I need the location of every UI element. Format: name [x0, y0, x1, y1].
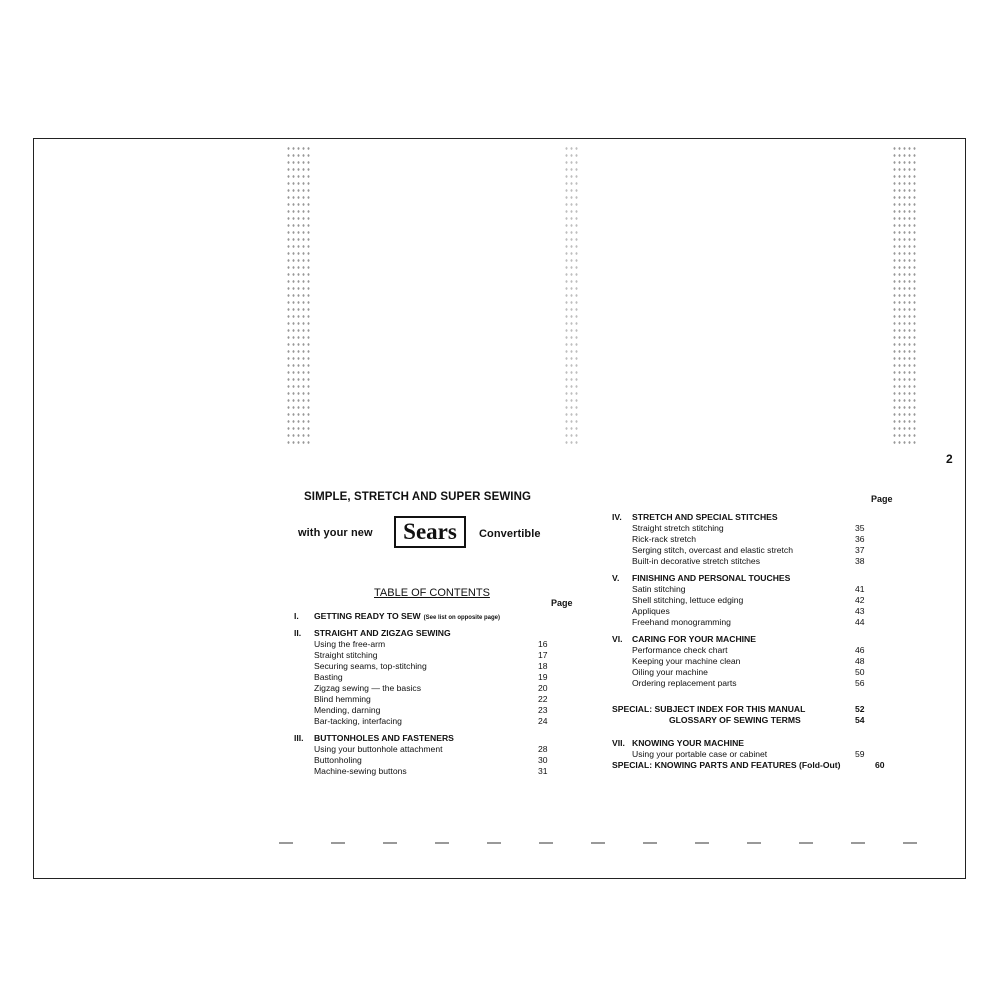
toc-item-label: Using the free-arm — [314, 639, 386, 649]
toc-item — [612, 617, 912, 628]
toc-item — [612, 556, 912, 567]
toc-item-label: Oiling your machine — [632, 667, 708, 677]
toc-item-page: 41 — [855, 584, 865, 594]
toc-item-label: Bar-tacking, interfacing — [314, 716, 402, 726]
toc-item-page: 17 — [538, 650, 548, 660]
toc-item — [294, 661, 584, 672]
toc-item — [612, 534, 912, 545]
toc-item — [612, 667, 912, 678]
toc-item-label: Rick-rack stretch — [632, 534, 696, 544]
scan-speckle — [286, 145, 310, 445]
scan-artifact-line — [279, 842, 919, 844]
toc-item — [612, 595, 912, 606]
toc-item-label: Built-in decorative stretch stitches — [632, 556, 761, 566]
toc-item — [612, 523, 912, 534]
manual-title: SIMPLE, STRETCH AND SUPER SEWING — [304, 491, 532, 503]
section-number: V. — [612, 573, 620, 583]
toc-item-label: Using your buttonhole attachment — [314, 744, 443, 754]
toc-item-page: 18 — [538, 661, 548, 671]
toc-section-heading — [294, 733, 584, 744]
toc-item — [612, 678, 912, 689]
left-page-header: Page — [551, 598, 573, 608]
toc-item-page: 48 — [855, 656, 865, 666]
with-your-new-text: with your new — [298, 527, 373, 539]
toc-item-page: 36 — [855, 534, 865, 544]
toc-item — [294, 744, 584, 755]
toc-item-page: 28 — [538, 744, 548, 754]
scan-speckle — [892, 145, 916, 445]
section-number: I. — [294, 611, 299, 621]
toc-item-page: 42 — [855, 595, 865, 605]
toc-item-label: Machine-sewing buttons — [314, 766, 407, 776]
section-title: KNOWING YOUR MACHINE — [632, 738, 745, 748]
toc-item-page: 50 — [855, 667, 865, 677]
toc-item — [294, 755, 584, 766]
toc-item-label: Securing seams, top-stitching — [314, 661, 427, 671]
toc-item-label: Blind hemming — [314, 694, 371, 704]
toc-item-label: Freehand monogramming — [632, 617, 731, 627]
special-label: SPECIAL: — [612, 704, 653, 714]
section-title: FINISHING AND PERSONAL TOUCHES — [632, 573, 791, 583]
section-number: III. — [294, 733, 304, 743]
toc-item-label: Straight stretch stitching — [632, 523, 724, 533]
page-number: 2 — [946, 452, 953, 466]
toc-item-page: 35 — [855, 523, 865, 533]
toc-item-label: Basting — [314, 672, 343, 682]
section-number: II. — [294, 628, 302, 638]
toc-item-page: 30 — [538, 755, 548, 765]
section-title: STRETCH AND SPECIAL STITCHES — [632, 512, 778, 522]
scan-speckle — [564, 145, 580, 445]
toc-section — [294, 628, 584, 727]
toc-item-label: Appliques — [632, 606, 670, 616]
toc-item-page: 46 — [855, 645, 865, 655]
toc-item-label: Shell stitching, lettuce edging — [632, 595, 744, 605]
toc-item-page: 37 — [855, 545, 865, 555]
toc-section — [612, 512, 912, 567]
section-title: STRAIGHT AND ZIGZAG SEWING — [314, 628, 451, 638]
toc-left-column — [294, 611, 584, 777]
special-parts-title: KNOWING PARTS AND FEATURES — [654, 760, 797, 770]
toc-section-heading — [612, 573, 912, 584]
toc-item-page: 59 — [855, 749, 865, 759]
section-title: GETTING READY TO SEW — [314, 611, 421, 621]
toc-section — [294, 733, 584, 777]
toc-item — [294, 716, 584, 727]
toc-right-column — [612, 512, 912, 689]
toc-section — [612, 634, 912, 689]
toc-item-page: 44 — [855, 617, 865, 627]
toc-item — [612, 545, 912, 556]
special-label: SPECIAL: — [612, 760, 653, 770]
toc-item-page: 38 — [855, 556, 865, 566]
right-page-header: Page — [871, 494, 893, 504]
toc-special-index — [612, 704, 912, 726]
toc-item — [294, 639, 584, 650]
toc-item-page: 56 — [855, 678, 865, 688]
toc-item-label: Straight stitching — [314, 650, 378, 660]
toc-item-label: Zigzag sewing — the basics — [314, 683, 421, 693]
toc-item-page: 31 — [538, 766, 548, 776]
section-number: IV. — [612, 512, 622, 522]
toc-item-label: Buttonholing — [314, 755, 362, 765]
toc-item-label: Ordering replacement parts — [632, 678, 737, 688]
toc-section-heading — [612, 634, 912, 645]
toc-section-vii — [612, 738, 912, 771]
toc-item — [294, 766, 584, 777]
special-parts-note: (Fold-Out) — [799, 760, 841, 770]
toc-item-label: Satin stitching — [632, 584, 686, 594]
toc-item-page: 23 — [538, 705, 548, 715]
toc-item-label: Using your portable case or cabinet — [632, 749, 768, 759]
toc-item — [612, 584, 912, 595]
toc-item — [294, 672, 584, 683]
toc-section-heading — [294, 611, 584, 622]
toc-item — [294, 683, 584, 694]
special-index-page: 52 — [855, 704, 865, 714]
toc-item-page: 22 — [538, 694, 548, 704]
toc-item — [612, 656, 912, 667]
toc-item-page: 19 — [538, 672, 548, 682]
toc-item — [294, 650, 584, 661]
toc-item-page: 24 — [538, 716, 548, 726]
toc-section — [294, 611, 584, 622]
glossary-page: 54 — [855, 715, 865, 725]
section-title: BUTTONHOLES AND FASTENERS — [314, 733, 454, 743]
toc-item — [612, 645, 912, 656]
toc-item-label: Mending, darning — [314, 705, 381, 715]
toc-section-heading — [612, 512, 912, 523]
toc-item — [294, 705, 584, 716]
toc-item-label: Serging stitch, overcast and elastic stretch — [632, 545, 793, 555]
special-parts-page: 60 — [875, 760, 885, 770]
brand-logo: Sears — [394, 516, 466, 548]
toc-item-label: Performance check chart — [632, 645, 728, 655]
toc-title: TABLE OF CONTENTS — [374, 587, 490, 599]
toc-section-heading — [294, 628, 584, 639]
toc-item — [612, 606, 912, 617]
section-note: (See list on opposite page) — [423, 615, 500, 621]
toc-item-page: 20 — [538, 683, 548, 693]
model-name: Convertible — [479, 528, 541, 540]
toc-item-page: 16 — [538, 639, 548, 649]
section-number: VII. — [612, 738, 625, 748]
toc-item — [294, 694, 584, 705]
toc-item-page: 43 — [855, 606, 865, 616]
section-title: CARING FOR YOUR MACHINE — [632, 634, 756, 644]
glossary-title: GLOSSARY OF SEWING TERMS — [669, 715, 801, 725]
toc-item-label: Keeping your machine clean — [632, 656, 741, 666]
section-number: VI. — [612, 634, 623, 644]
toc-section — [612, 573, 912, 628]
special-index-title: SUBJECT INDEX FOR THIS MANUAL — [654, 704, 806, 714]
